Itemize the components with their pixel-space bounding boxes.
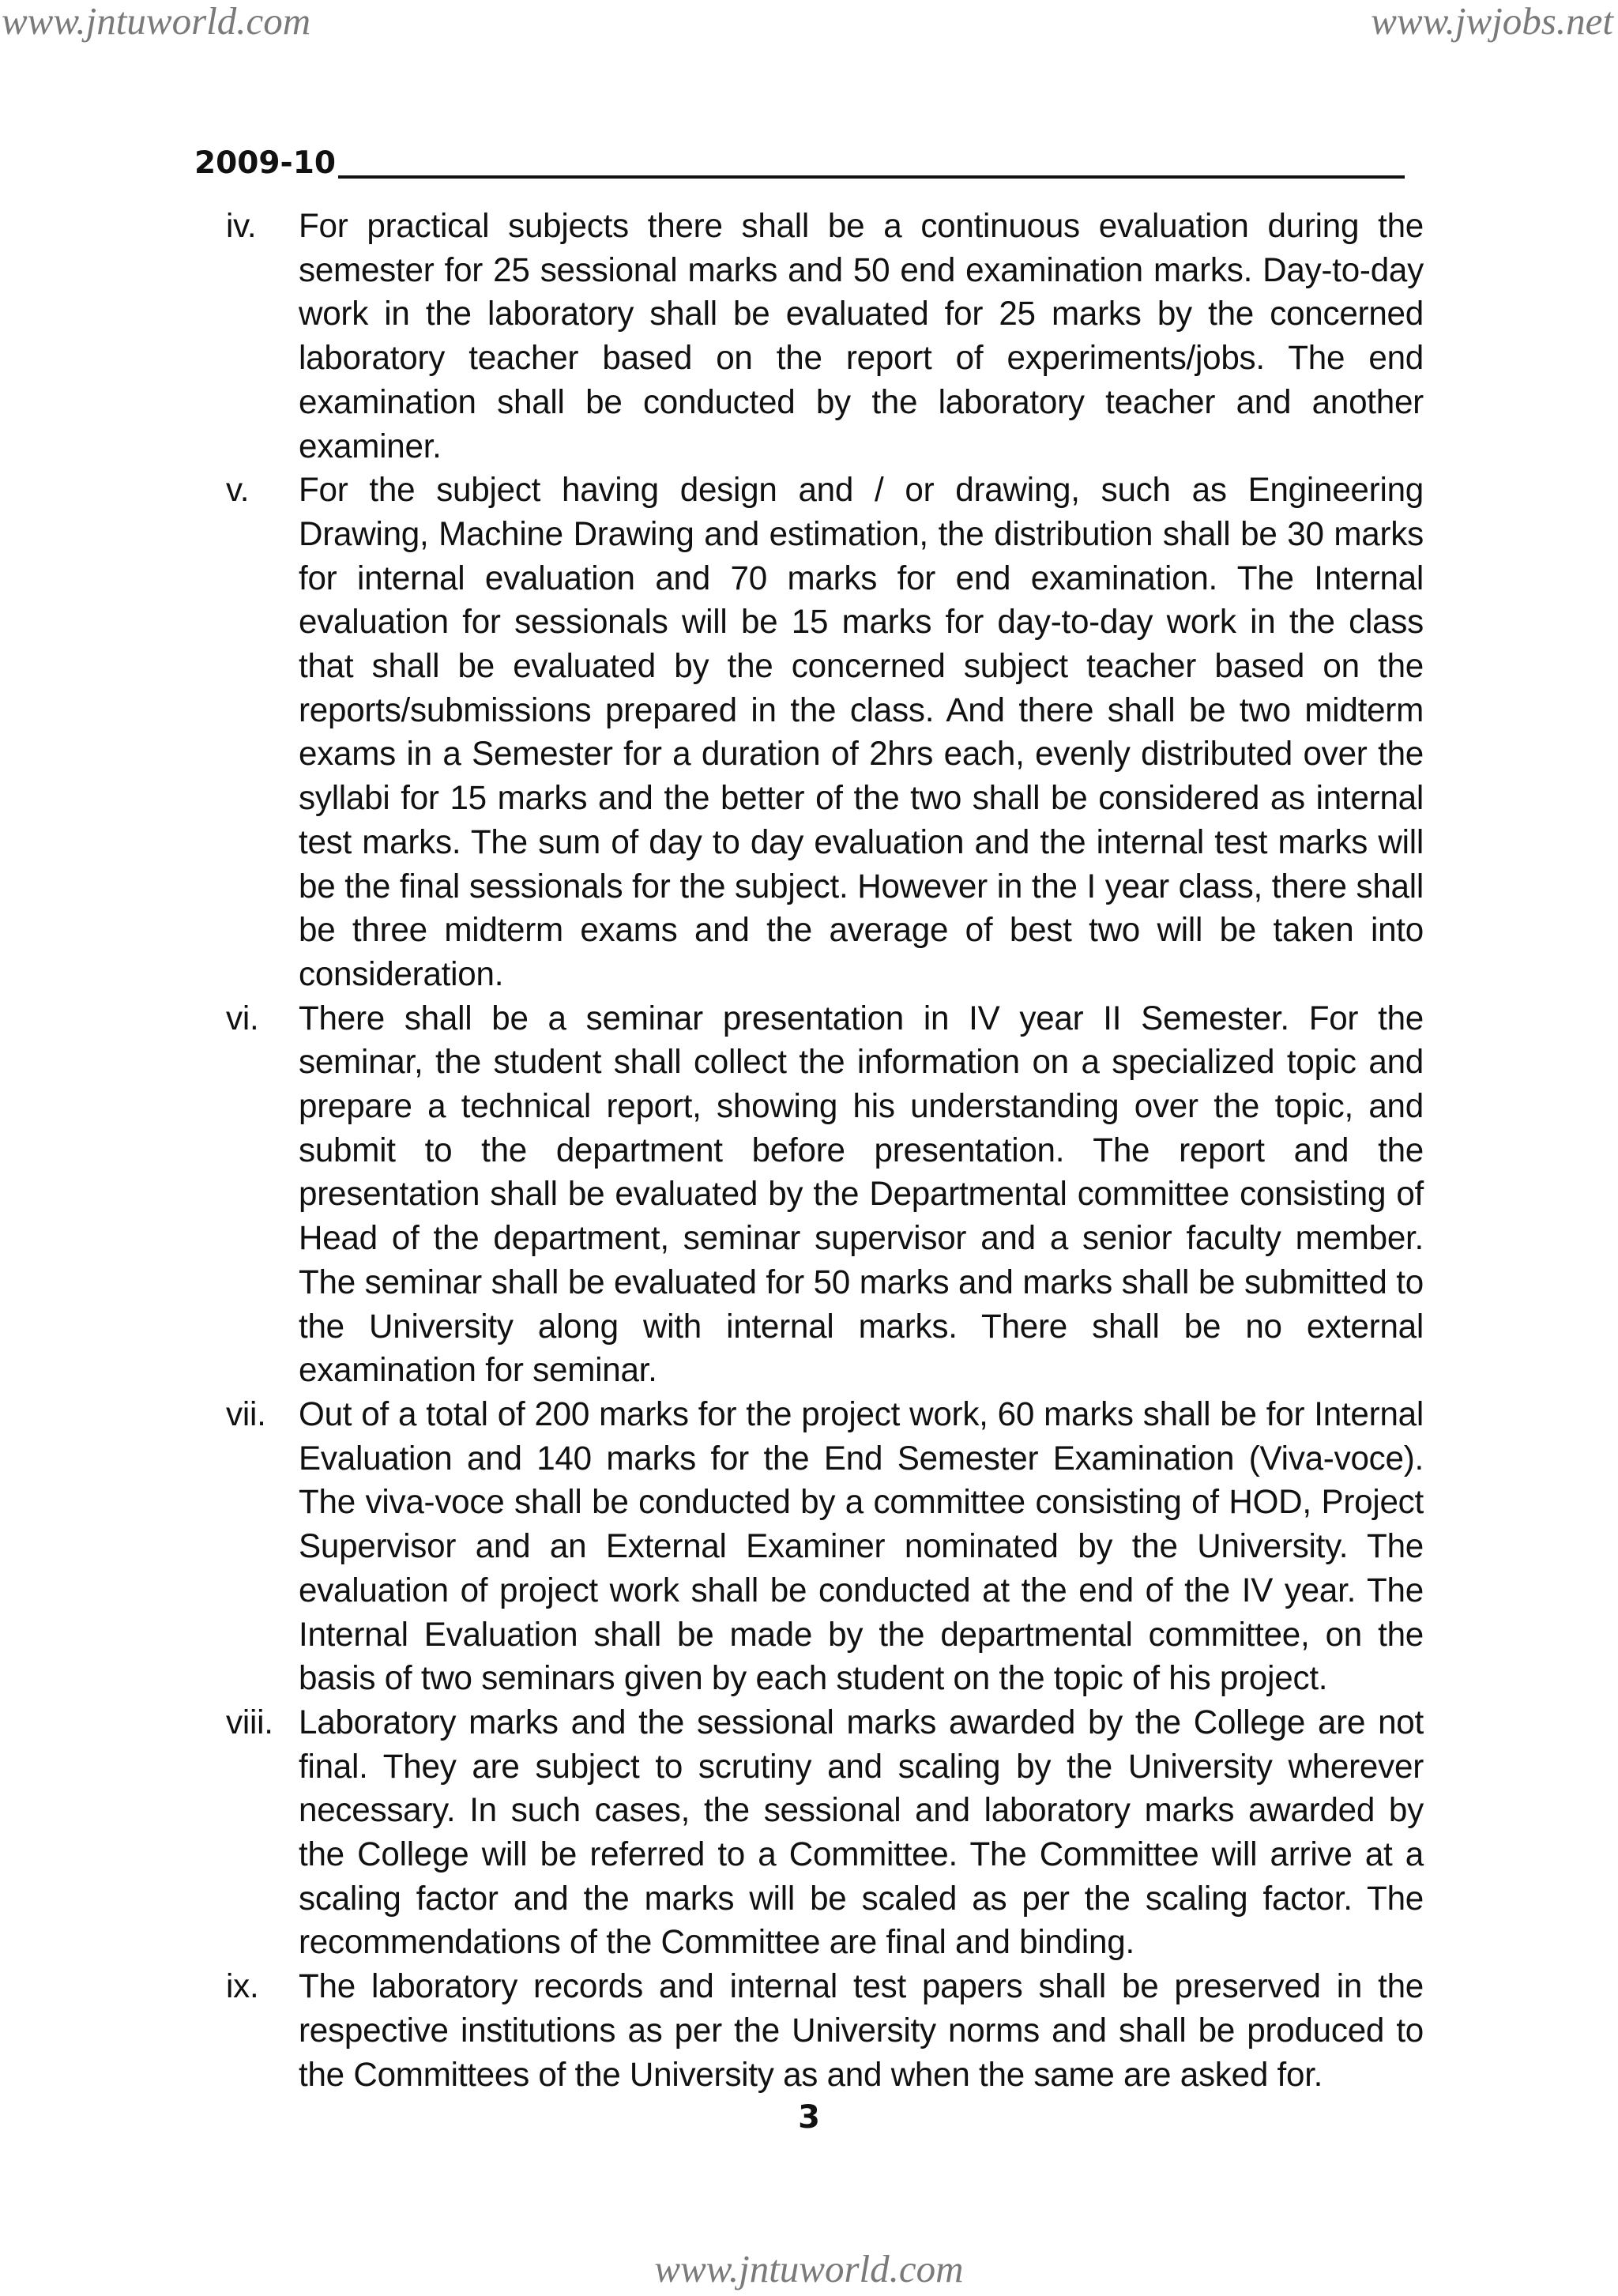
header-rule [338,175,1405,179]
clause-text: Laboratory marks and the sessional marks awarded by the College are not final. They are subject to scrutiny and scaling by the University wherever necessary. In such cases, the sessional and laboratory marks awarded by the College will be referred to a Committee. The Committee will arrive at a scaling factor and the marks will be scaled as per the scaling factor. The recommendations of the Committee are final and binding. [299,1703,1424,1961]
clause-viii [226,1700,1424,1964]
clause-number: v. [226,471,250,509]
clause-number: iv. [226,207,257,244]
clause-number: vi. [226,999,259,1037]
clause-ix [226,1964,1424,2096]
clause-text: Out of a total of 200 marks for the project work, 60 marks shall be for Internal Evaluation and 140 marks for the End Semester Examination (Viva-voce). The viva-voce shall be conducted by a committee consisting of HOD, Project Supervisor and an External Examiner nominated by the University. The evaluation of project work shall be conducted at the end of the IV year. The Internal Evaluation shall be made by the departmental committee, on the basis of two seminars given by each student on the topic of his project. [299,1395,1424,1697]
page-number: 3 [798,2099,820,2136]
session-year: 2009-10 [194,145,337,181]
clause-vi [226,996,1424,1392]
clause-number: viii. [226,1703,273,1741]
clause-text: The laboratory records and internal test papers shall be preserved in the respective institutions as per the University norms and shall be produced to the Committees of the University as and when the same are asked for. [299,1967,1424,2093]
watermark-bottom: www.jntuworld.com [654,2247,964,2290]
regulation-clauses [226,204,1424,2096]
session-header [194,142,1405,182]
clause-text: For the subject having design and / or drawing, such as Engineering Drawing, Machine Drawing and estimation, the distribution shall be 30 marks for internal evaluation and 70 marks for end examination. The Internal evaluation for sessionals will be 15 marks for day-to-day work in the class that shall be evaluated by the concerned subject teacher based on the reports/submissions prepared in the class. And there shall be two midterm exams in a Semester for a duration of 2hrs each, evenly distributed over the syllabi for 15 marks and the better of the two shall be considered as internal test marks. The sum of day to day evaluation and the internal test marks will be the final sessionals for the subject. However in the I year class, there shall be three midterm exams and the average of best two will be taken into consideration. [299,471,1424,992]
watermark-top-right: www.jwjobs.net [1371,0,1613,43]
clause-iv [226,204,1424,468]
clause-text: There shall be a seminar presentation in IV year II Semester. For the seminar, the student shall collect the information on a specialized topic and prepare a technical report, showing his understanding over the topic, and submit to the department before presentation. The report and the presentation shall be evaluated by the Departmental committee consisting of Head of the department, seminar supervisor and a senior faculty member. The seminar shall be evaluated for 50 marks and marks shall be submitted to the University along with internal marks. There shall be no external examination for seminar. [299,999,1424,1389]
clause-number: vii. [226,1395,266,1432]
clause-vii [226,1392,1424,1700]
watermark-top-left: www.jntuworld.com [2,0,311,43]
clause-v [226,468,1424,996]
clause-number: ix. [226,1967,259,2005]
clause-text: For practical subjects there shall be a continuous evaluation during the semester for 25 sessional marks and 50 end examination marks. Day-to-day work in the laboratory shall be evaluated for 25 marks by the concerned laboratory teacher based on the report of experiments/jobs. The end examination shall be conducted by the laboratory teacher and another examiner. [299,207,1424,465]
